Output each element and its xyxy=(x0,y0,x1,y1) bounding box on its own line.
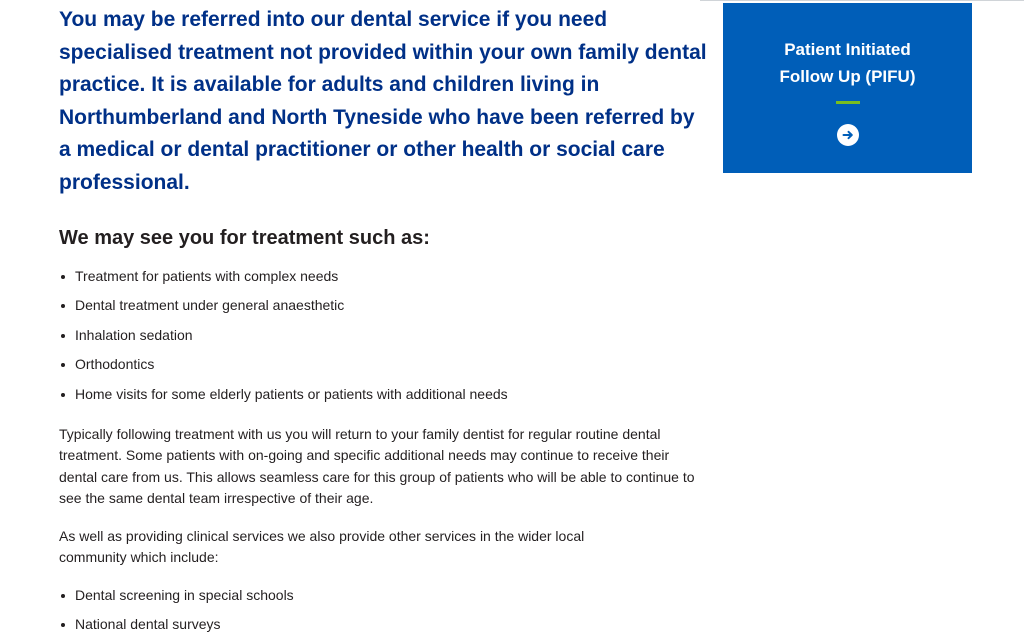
intro-text: You may be referred into our dental service if you need specialised treatment not provided within your own family dental practice. It is available for adults and children living in Northumberland and North Tyneside who have been referred by a medical or dental practitioner or other health or social care professional. xyxy=(59,8,707,194)
pifu-title-line-2: Follow Up (PIFU) xyxy=(779,67,916,86)
list-item: Inhalation sedation xyxy=(59,321,709,351)
list-item: Dental treatment under general anaesthetic xyxy=(59,291,709,321)
follow-up-paragraph: Typically following treatment with us you will return to your family dentist for regular routine dental treatment. Some patients with on-going and specific additional needs may continue to receive their dental care from us. This allows seamless care for this group of patients who will be able to continue to see the same dental team irrespective of their age. xyxy=(59,425,695,507)
arrow-right-glyph xyxy=(842,129,854,141)
treatment-heading: We may see you for treatment such as: xyxy=(59,226,430,249)
treatment-list xyxy=(59,262,709,410)
list-item: Treatment for patients with complex needs xyxy=(59,262,709,292)
community-services-list xyxy=(59,581,709,640)
accent-bar xyxy=(836,101,860,104)
arrow-right-circle-icon[interactable] xyxy=(837,124,859,146)
community-paragraph: As well as providing clinical services we also provide other services in the wider local community which include: xyxy=(59,527,585,566)
pifu-card-title xyxy=(735,36,960,90)
pifu-card-link[interactable] xyxy=(723,3,972,173)
top-divider xyxy=(700,0,1024,1)
list-item: Dental screening in special schools xyxy=(59,581,709,611)
list-item: National dental surveys xyxy=(59,610,709,640)
main-content xyxy=(59,4,709,640)
list-item: Home visits for some elderly patients or patients with additional needs xyxy=(59,380,709,410)
list-item: Orthodontics xyxy=(59,350,709,380)
pifu-title-line-1: Patient Initiated xyxy=(784,40,911,59)
